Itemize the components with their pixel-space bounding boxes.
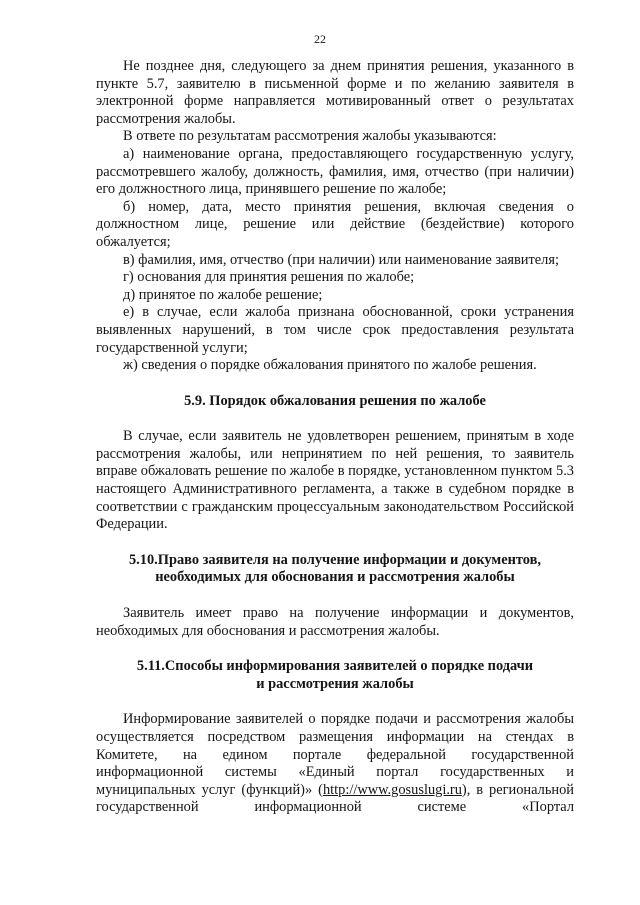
section-5-10-text: Заявитель имеет право на получение информации и документов, необходимых для обоснования и рассмотрения жалобы. — [96, 605, 574, 639]
section-heading-5-11 — [96, 658, 574, 693]
gosuslugi-link[interactable]: http://www.gosuslugi.ru — [322, 781, 462, 798]
list-item-a: а) наименование органа, предоставляющего государственную услугу, рассмотревшего жалобу, должность, фамилия, имя, отчество (при наличии) его должностного лица, принявшего решение по жалобе; — [96, 145, 574, 198]
heading-line: необходимых для обоснования и рассмотрения жалобы — [155, 569, 515, 586]
list-item-zh: ж) сведения о порядке обжалования принятого по жалобе решения. — [123, 357, 537, 374]
text-span: Информирование заявителей о порядке подачи и рассмотрения жалобы осуществляется посредством размещения информации на стендах в Комитете, на едином портале федеральной государственной информационной системы «Единый портал государственных и муниципальных услуг (функций)» ( — [96, 711, 574, 798]
document-body — [96, 58, 574, 817]
section-5-11-text — [96, 711, 574, 817]
text-span: ), в региональной государственной информационной системе «Портал — [96, 781, 574, 816]
heading-line: 5.11.Способы информирования заявителей о порядке подачи — [136, 658, 534, 675]
list-item-d: д) принятое по жалобе решение; — [123, 286, 323, 303]
section-heading-5-10 — [96, 552, 574, 587]
section-heading-5-9: 5.9. Порядок обжалования решения по жалобе — [184, 392, 486, 409]
paragraph: Не позднее дня, следующего за днем принятия решения, указанного в пункте 5.7, заявителю в письменной форме и по желанию заявителя в электронной форме направляется мотивированный ответ о результатах рассмотрения жалобы. — [96, 58, 574, 127]
heading-line: 5.10.Право заявителя на получение информации и документов, — [128, 551, 541, 568]
paragraph: В ответе по результатам рассмотрения жалобы указываются: — [123, 128, 497, 145]
section-5-9-text: В случае, если заявитель не удовлетворен решением, принятым в ходе рассмотрения жалобы, или непринятием по ней решения, то заявитель вправе обжаловать решение по жалобе в порядке, установленном пунктом 5.3 настоящего Административного регламента, а также в судебном порядке в соответствии с гражданским процессуальным законодательством Российской Федерации. — [96, 428, 575, 533]
list-item-g: г) основания для принятия решения по жалобе; — [123, 269, 415, 286]
list-item-e: е) в случае, если жалоба признана обоснованной, сроки устранения выявленных нарушений, в том числе срок предоставления результата государственной услуги; — [96, 304, 574, 356]
list-item-b: б) номер, дата, место принятия решения, включая сведения о должностном лице, решение или действие (бездействие) которого обжалуется; — [96, 198, 574, 250]
list-item-v: в) фамилия, имя, отчество (при наличии) или наименование заявителя; — [123, 251, 559, 268]
page-number: 22 — [314, 32, 326, 46]
heading-line: и рассмотрения жалобы — [256, 675, 414, 692]
